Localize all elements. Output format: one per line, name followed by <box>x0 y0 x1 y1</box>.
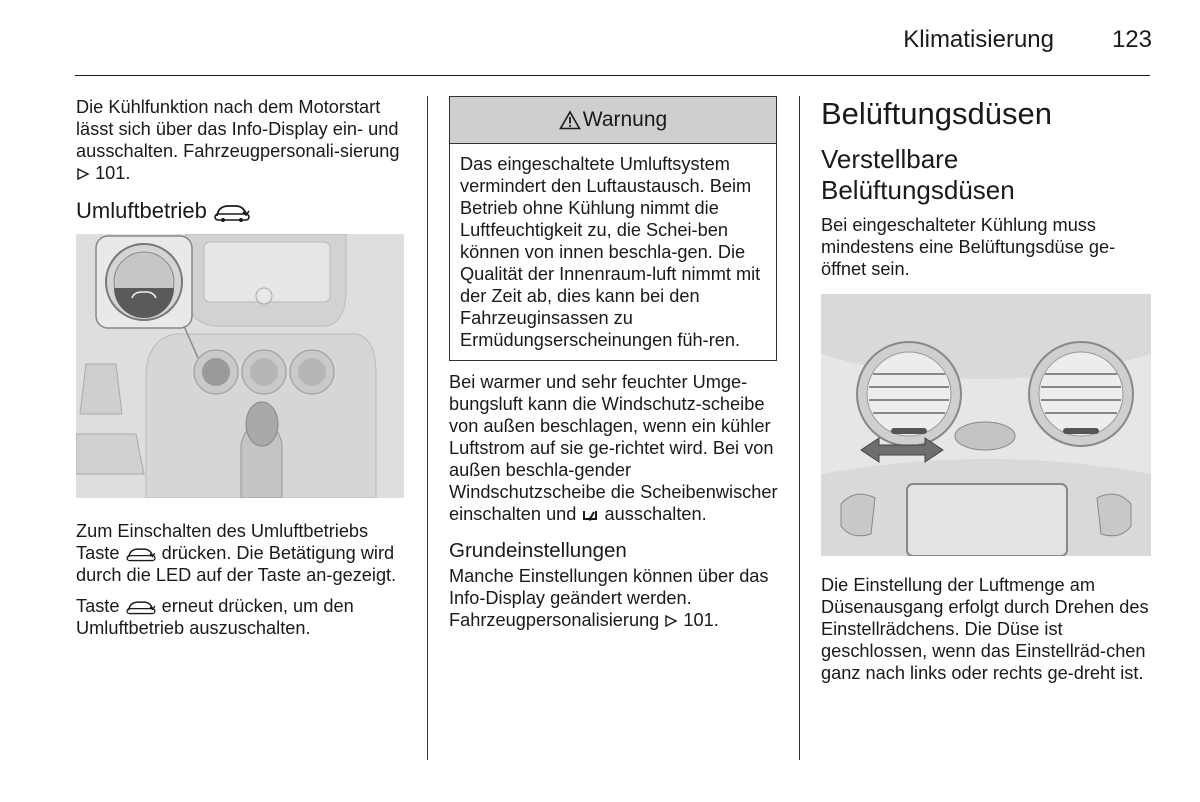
reference-page: 101. <box>683 610 719 630</box>
subsection-heading: Verstellbare Belüftungsdüsen <box>821 144 1015 205</box>
right-column <box>821 96 1151 693</box>
air-vents-drawing <box>821 294 1151 556</box>
console-illustration <box>76 234 404 498</box>
left-column <box>76 96 406 648</box>
grundeinstellungen-paragraph: Manche Einstellungen können über das Info-Display geändert werden. Fahrzeugpersonalisierung 101. <box>449 566 769 630</box>
rear-wiper-icon <box>581 507 599 523</box>
reference-page: 101. <box>95 163 131 183</box>
warning-triangle-icon <box>559 110 581 130</box>
fogging-paragraph: Bei warmer und sehr feuchter Umge-bungsluft kann die Windschutz-scheibe von außen beschlagen, wenn ein kühler Luftstrom auf sie ge-richtet wird. Bei von außen beschla-gender Windschutzscheibe die Scheibenwischer einschalten und ausschalten. <box>449 372 778 524</box>
activation-paragraph: Zum Einschalten des Umluftbetriebs Taste drücken. Die Betätigung wird durch die LED auf der Taste an-gezeigt. <box>76 521 397 585</box>
page-header <box>0 0 1200 78</box>
grundeinstellungen-heading: Grundeinstellungen <box>449 539 627 562</box>
vents-intro-paragraph: Bei eingeschalteter Kühlung muss mindestens eine Belüftungsdüse ge-öffnet sein. <box>821 215 1116 279</box>
reference-arrow-icon <box>664 614 678 628</box>
warning-title: Warnung <box>582 108 668 131</box>
warning-header <box>450 97 776 144</box>
intro-paragraph: Die Kühlfunktion nach dem Motorstart lässt sich über das Info-Display ein- und ausschalten. Fahrzeugpersonali-sierung 101. <box>76 97 400 183</box>
section-heading: Belüftungsdüsen <box>821 96 1052 131</box>
page-number: 123 <box>1111 26 1152 53</box>
reference-arrow-icon <box>76 167 90 181</box>
column-divider-1 <box>427 96 428 760</box>
console-drawing <box>76 234 404 498</box>
middle-column <box>449 96 779 640</box>
recirculation-icon <box>125 598 157 616</box>
header-rule <box>75 75 1150 76</box>
recirculation-icon <box>213 201 251 223</box>
recirculation-icon <box>125 545 157 563</box>
section-title: Klimatisierung <box>903 26 1054 53</box>
vents-paragraph: Die Einstellung der Luftmenge am Düsenausgang erfolgt durch Drehen des Einstellrädchens. Die Düse ist geschlossen, wenn das Einstellräd-chen ganz nach links oder rechts ge-dreht ist. <box>821 575 1149 683</box>
air-vents-illustration <box>821 294 1151 556</box>
warning-text: Das eingeschaltete Umluftsystem vermindert den Luftaustausch. Beim Betrieb ohne Kühlung nimmt die Luftfeuchtigkeit zu, die Schei-ben können von innen beschla-gen. Die Qualität der Innenraum-luft nimmt mit der Zeit ab, dies kann bei den Fahrzeuginsassen zu Ermüdungserscheinungen füh-ren. <box>460 154 761 350</box>
deactivation-paragraph: Taste erneut drücken, um den Umluftbetrieb auszuschalten. <box>76 596 354 638</box>
column-divider-2 <box>799 96 800 760</box>
warning-box <box>449 96 777 361</box>
umluft-heading: Umluftbetrieb <box>76 198 406 224</box>
